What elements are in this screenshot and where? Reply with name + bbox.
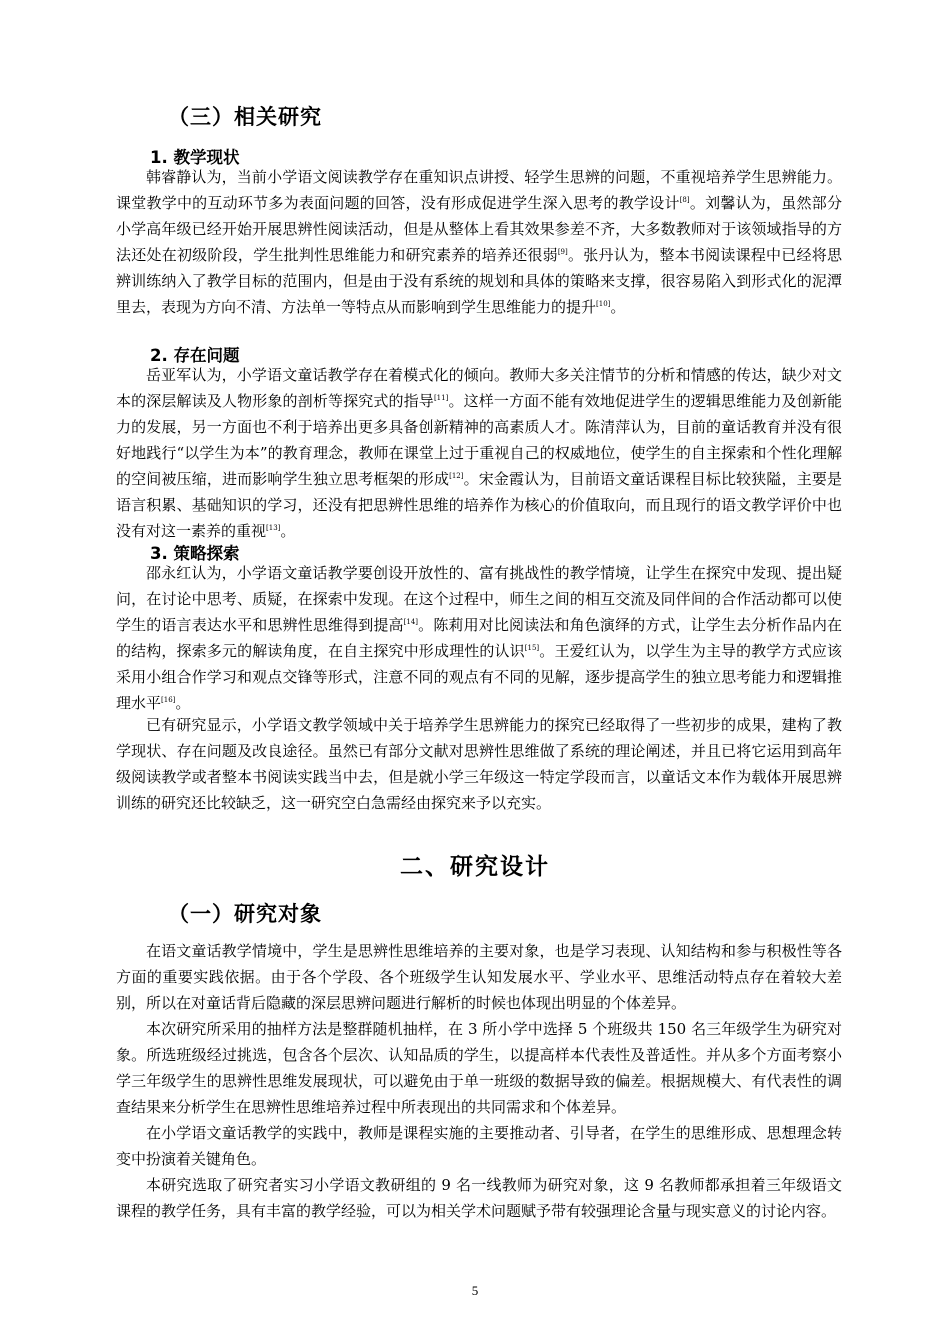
citation-ref: [14] — [403, 618, 419, 626]
text-run: 。 — [280, 522, 296, 540]
text-run: 。刘馨认为，虽然部分小学高年级已经开始开展思辨性阅读活动，但是从整体上看其效果参差不齐，大多数教师对于该领域指导的方法还处在初级阶段，学生批判性思维能力和研究素养的培养还很弱 — [116, 194, 842, 264]
citation-ref: [8] — [679, 196, 690, 204]
subheading-teaching-status: 1. 教学现状 — [150, 148, 240, 167]
paragraph-subjects-1: 在语文童话教学情境中，学生是思辨性思维培养的主要对象，也是学习表现、认知结构和参与积极性等各方面的重要实践依据。由于各个学段、各个班级学生认知发展水平、学业水平、思维活动特点存在着较大差别，所以在对童话背后隐藏的深层思辨问题进行解析的时候也体现出明显的个体差异。 — [116, 942, 842, 1012]
paragraph-research-summary: 已有研究显示，小学语文教学领域中关于培养学生思辨能力的探究已经取得了一些初步的成果，建构了教学现状、存在问题及改良途径。虽然已有部分文献对思辨性思维做了系统的理论阐述，并且已将它运用到高年级阅读教学或者整本书阅读实践当中去，但是就小学三年级这一特定学段而言，以童话文本作为载体开展思辨训练的研究还比较缺乏，这一研究空白急需经由探究来予以充实。 — [116, 716, 842, 812]
paragraph-subjects-4: 本研究选取了研究者实习小学语文教研组的 9 名一线教师为研究对象，这 9 名教师都承担着三年级语文课程的教学任务，具有丰富的教学经验，可以为相关学术问题赋予带有较强理论含量与现实意义的讨论内容。 — [116, 1176, 842, 1220]
paragraph-teaching-status — [116, 164, 842, 320]
page-number: 5 — [471, 1283, 479, 1298]
chapter-heading-research-design: 二、研究设计 — [400, 854, 550, 880]
subheading-existing-problems: 2. 存在问题 — [150, 346, 240, 365]
text-run: 。张丹认为，整本书阅读课程中已经将思辨训练纳入了教学目标的范围内，但是由于没有系统的规划和具体的策略来支撑，很容易陷入到形式化的泥潭里去，表现为方向不清、方法单一等特点从而影响到学生思维能力的提升 — [116, 246, 842, 316]
paragraph-strategy-exploration — [116, 560, 842, 716]
text-run: 。陈莉用对比阅读法和角色演绎的方式，让学生去分析作品内在的结构，探索多元的解读角度，在自主探究中形成理性的认识 — [116, 616, 842, 660]
citation-ref: [13] — [266, 524, 281, 532]
text-run: 。 — [175, 694, 191, 712]
citation-ref: [10] — [596, 300, 611, 308]
subheading-strategy-exploration: 3. 策略探索 — [150, 544, 240, 563]
text-run: 邵永红认为，小学语文童话教学要创设开放性的、富有挑战性的教学情境，让学生在探究中发现、提出疑问，在讨论中思考、质疑，在探索中发现。在这个过程中，师生之间的相互交流及同伴间的合作活动都可以使学生的语言表达水平和思辨性思维得到提高 — [116, 564, 842, 634]
citation-ref: [12] — [449, 472, 464, 480]
paragraph-subjects-3: 在小学语文童话教学的实践中，教师是课程实施的主要推动者、引导者，在学生的思维形成、思想理念转变中扮演着关键角色。 — [116, 1124, 842, 1168]
text-run: 岳亚军认为，小学语文童话教学存在着模式化的倾向。教师大多关注情节的分析和情感的传达，缺少对文本的深层解读及人物形象的剖析等探究式的指导 — [116, 366, 842, 410]
paragraph-existing-problems — [116, 362, 842, 544]
citation-ref: [15] — [524, 644, 540, 652]
citation-ref: [9] — [557, 248, 568, 256]
text-run: 。这样一方面不能有效地促进学生的逻辑思维能力及创新能力的发展，另一方面也不利于培养出更多具备创新精神的高素质人才。陈清萍认为，目前的童话教育并没有很好地践行“以学生为本”的教育理念，教师在课堂上过于重视自己的权威地位，使学生的自主探索和个性化理解的空间被压缩，进而影响学生独立思考框架的形成 — [116, 392, 842, 488]
citation-ref: [11] — [433, 394, 449, 402]
citation-ref: [16] — [161, 696, 176, 704]
text-run: 。王爱红认为，以学生为主导的教学方式应该采用小组合作学习和观点交锋等形式，注意不同的观点有不同的见解，逐步提高学生的独立思考能力和逻辑推理水平 — [116, 642, 842, 712]
paragraph-subjects-2: 本次研究所采用的抽样方法是整群随机抽样，在 3 所小学中选择 5 个班级共 150 名三年级学生为研究对象。所选班级经过挑选，包含各个层次、认知品质的学生，以提高样本代表性及普适性。并从多个方面考察小学三年级学生的思辨性思维发展现状，可以避免由于单一班级的数据导致的偏差。根据规模大、有代表性的调查结果来分析学生在思辨性思维培养过程中所表现出的共同需求和个体差异。 — [116, 1020, 842, 1116]
text-run: 。宋金霞认为，目前语文童话课程目标比较狭隘，主要是语言积累、基础知识的学习，还没有把思辨性思维的培养作为核心的价值取向，而且现行的语文教学评价中也没有对这一素养的重视 — [116, 470, 842, 540]
text-run: 。 — [610, 298, 626, 316]
section-heading-related-research: （三）相关研究 — [168, 105, 322, 129]
text-run: 韩睿静认为，当前小学语文阅读教学存在重知识点讲授、轻学生思辨的问题，不重视培养学生思辨能力。课堂教学中的互动环节多为表面问题的回答，没有形成促进学生深入思考的教学设计 — [116, 168, 842, 212]
section-heading-research-subjects: （一）研究对象 — [168, 902, 322, 926]
